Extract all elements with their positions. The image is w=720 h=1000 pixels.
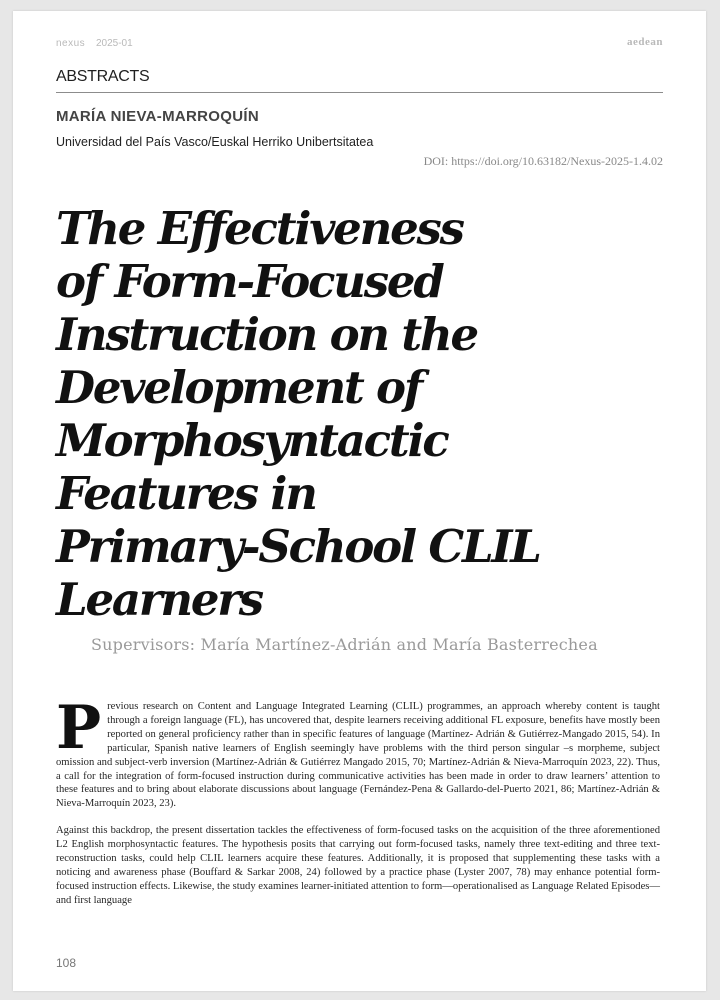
supervisors: Supervisors: María Martínez-Adrián and María Basterrechea — [91, 635, 598, 654]
abstract-paragraph-1-text: revious research on Content and Language Integrated Learning (CLIL) programmes, an approach whereby content is taught through a foreign language (FL), has uncovered that, despite learners receiving additional FL exposure, benefits have mostly been reported on general proficiency rather than in specific features of language (Martínez- Adrián & Gutiérrez-Mangado 2015, 54). In particular, Spanish native learners of English seemingly have problems with the third person singular –s morpheme, subject omission and subject-verb inversion (Martínez-Adrián & Gutiérrez Mangado 2015, 70; Martínez-Adrián & Nieva-Marroquín 2023, 22). Thus, a call for the integration of form-focused instruction during communicative activities has been made in order to draw learners’ attention to these features and to bring about elaborate discussions about language (Fernández-Pena & Gallardo-del-Puerto 2021, 86; Martínez-Adrián & Nieva-Marroquín 2023, 23). — [56, 701, 660, 810]
doi-link[interactable]: DOI: https://doi.org/10.63182/Nexus-2025-1.4.02 — [423, 154, 663, 168]
title-line: The Effectiveness — [56, 202, 463, 255]
running-header-left — [56, 38, 133, 49]
author-name: MARÍA NIEVA-MARROQUÍN — [56, 108, 259, 125]
abstract-paragraph-1 — [56, 693, 660, 811]
section-divider — [56, 92, 663, 93]
issue-number: 2025-01 — [95, 38, 133, 49]
title-line: Morphosyntactic — [56, 414, 448, 467]
journal-name: nexus — [56, 38, 86, 49]
journal-page — [13, 11, 706, 991]
title-line: Primary-School CLIL — [56, 520, 540, 573]
abstract-body — [56, 693, 660, 921]
title-line: Development of — [56, 361, 421, 414]
page-number: 108 — [56, 956, 77, 970]
title-line: of Form-Focused — [56, 255, 443, 308]
abstract-paragraph-2: Against this backdrop, the present dissertation tackles the effectiveness of form-focused tasks on the acquisition of the three aforementioned L2 English morphosyntactic features. The hypothesis posits that carrying out form-focused tasks, namely three text-editing and three text-reconstruction tasks, could help CLIL learners acquire these features. Additionally, it is proposed that supplementing these tasks with a noticing and awareness phase (Bouffard & Sarkar 2008, 24) followed by a practice phase (Lyster 2007, 78) may enhance potential form-focused instruction effects. Likewise, the study examines learner-initiated attention to form—operationalised as Language Related Episodes—and first language — [56, 825, 660, 906]
section-title: ABSTRACTS — [56, 68, 150, 85]
article-title — [56, 202, 676, 626]
title-line: Features in — [56, 467, 316, 520]
author-affiliation: Universidad del País Vasco/Euskal Herriko Unibertsitatea — [56, 135, 374, 149]
title-line: Instruction on the — [56, 308, 477, 361]
publisher-name: aedean — [627, 36, 663, 48]
title-line: Learners — [56, 573, 262, 626]
drop-cap: P — [56, 693, 102, 763]
